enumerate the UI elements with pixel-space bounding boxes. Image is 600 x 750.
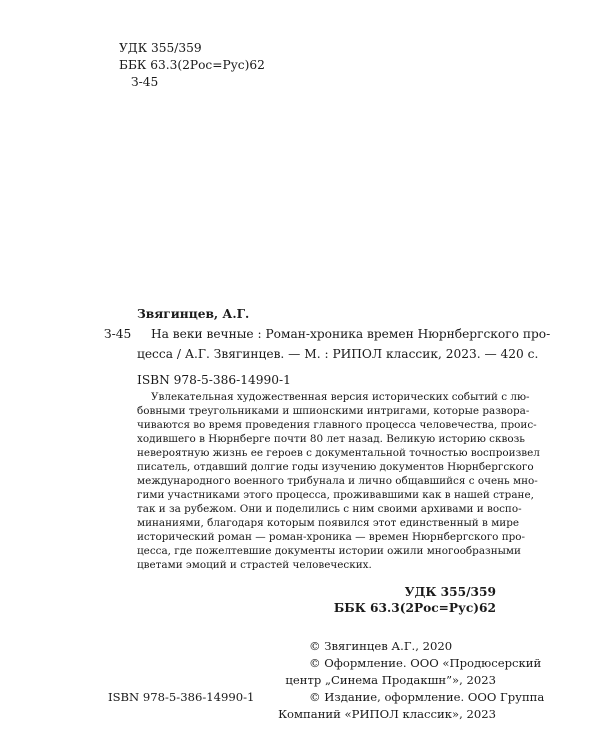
copyright-line: Компаний «РИПОЛ классик», 2023 (278, 707, 496, 721)
title-line-2: цесса / А.Г. Звягинцев. — М. : РИПОЛ классик, 2023. — 420 с. (137, 347, 539, 361)
copyright-line: © Звягинцев А.Г., 2020 (309, 639, 453, 653)
annotation-line: гими участниками этого процесса, проживавшими как в нашей стране, (137, 489, 534, 501)
bottom-udk: УДК 355/359 (404, 585, 496, 599)
author-heading: Звягинцев, А.Г. (137, 307, 250, 321)
annotation-line: цесса, где пожелтевшие документы истории ожили многообразными (137, 545, 521, 557)
copyright-line: © Издание, оформление. ООО Группа (309, 690, 545, 704)
card-author-mark: З-45 (104, 327, 132, 341)
isbn: ISBN 978-5-386-14990-1 (137, 373, 291, 387)
annotation-line: международного военного трибунала и лично общавшийся с очень мно- (137, 475, 538, 487)
annotation-line: минаниями, благодаря которым появился этот единственный в мире (137, 517, 519, 529)
top-bbk: ББК 63.3(2Рос=Рус)62 (119, 58, 265, 72)
annotation-line: так и за рубежом. Они и поделились с ним своими архивами и воспо- (137, 503, 522, 515)
annotation-line: Увлекательная художественная версия исторических событий с лю- (151, 391, 530, 403)
annotation-line: чиваются во время проведения главного процесса человечества, проис- (137, 419, 537, 431)
bottom-isbn: ISBN 978-5-386-14990-1 (108, 690, 255, 704)
bottom-bbk: ББК 63.3(2Рос=Рус)62 (333, 601, 496, 615)
copyright-line: центр „Синема Продакшн”», 2023 (285, 673, 496, 687)
annotation-line: бовными треугольниками и шпионскими интригами, которые развора- (137, 405, 530, 417)
copyright-line: © Оформление. ООО «Продюсерский (309, 656, 542, 670)
annotation-line: писатель, отдавший долгие годы изучению документов Нюрнбергского (137, 461, 534, 473)
annotation-line: ходившего в Нюрнберге почти 80 лет назад. Великую историю сквозь (137, 433, 525, 445)
annotation-line: цветами эмоций и страстей человеческих. (137, 559, 372, 571)
title-line-1: На веки вечные : Роман-хроника времен Нюрнбергского про- (151, 327, 551, 341)
top-author-mark: З-45 (131, 75, 159, 89)
annotation-line: невероятную жизнь ее героев с документальной точностью воспроизвел (137, 447, 540, 459)
top-udk: УДК 355/359 (119, 41, 202, 55)
annotation-line: исторический роман — роман-хроника — времен Нюрнбергского про- (137, 531, 526, 543)
